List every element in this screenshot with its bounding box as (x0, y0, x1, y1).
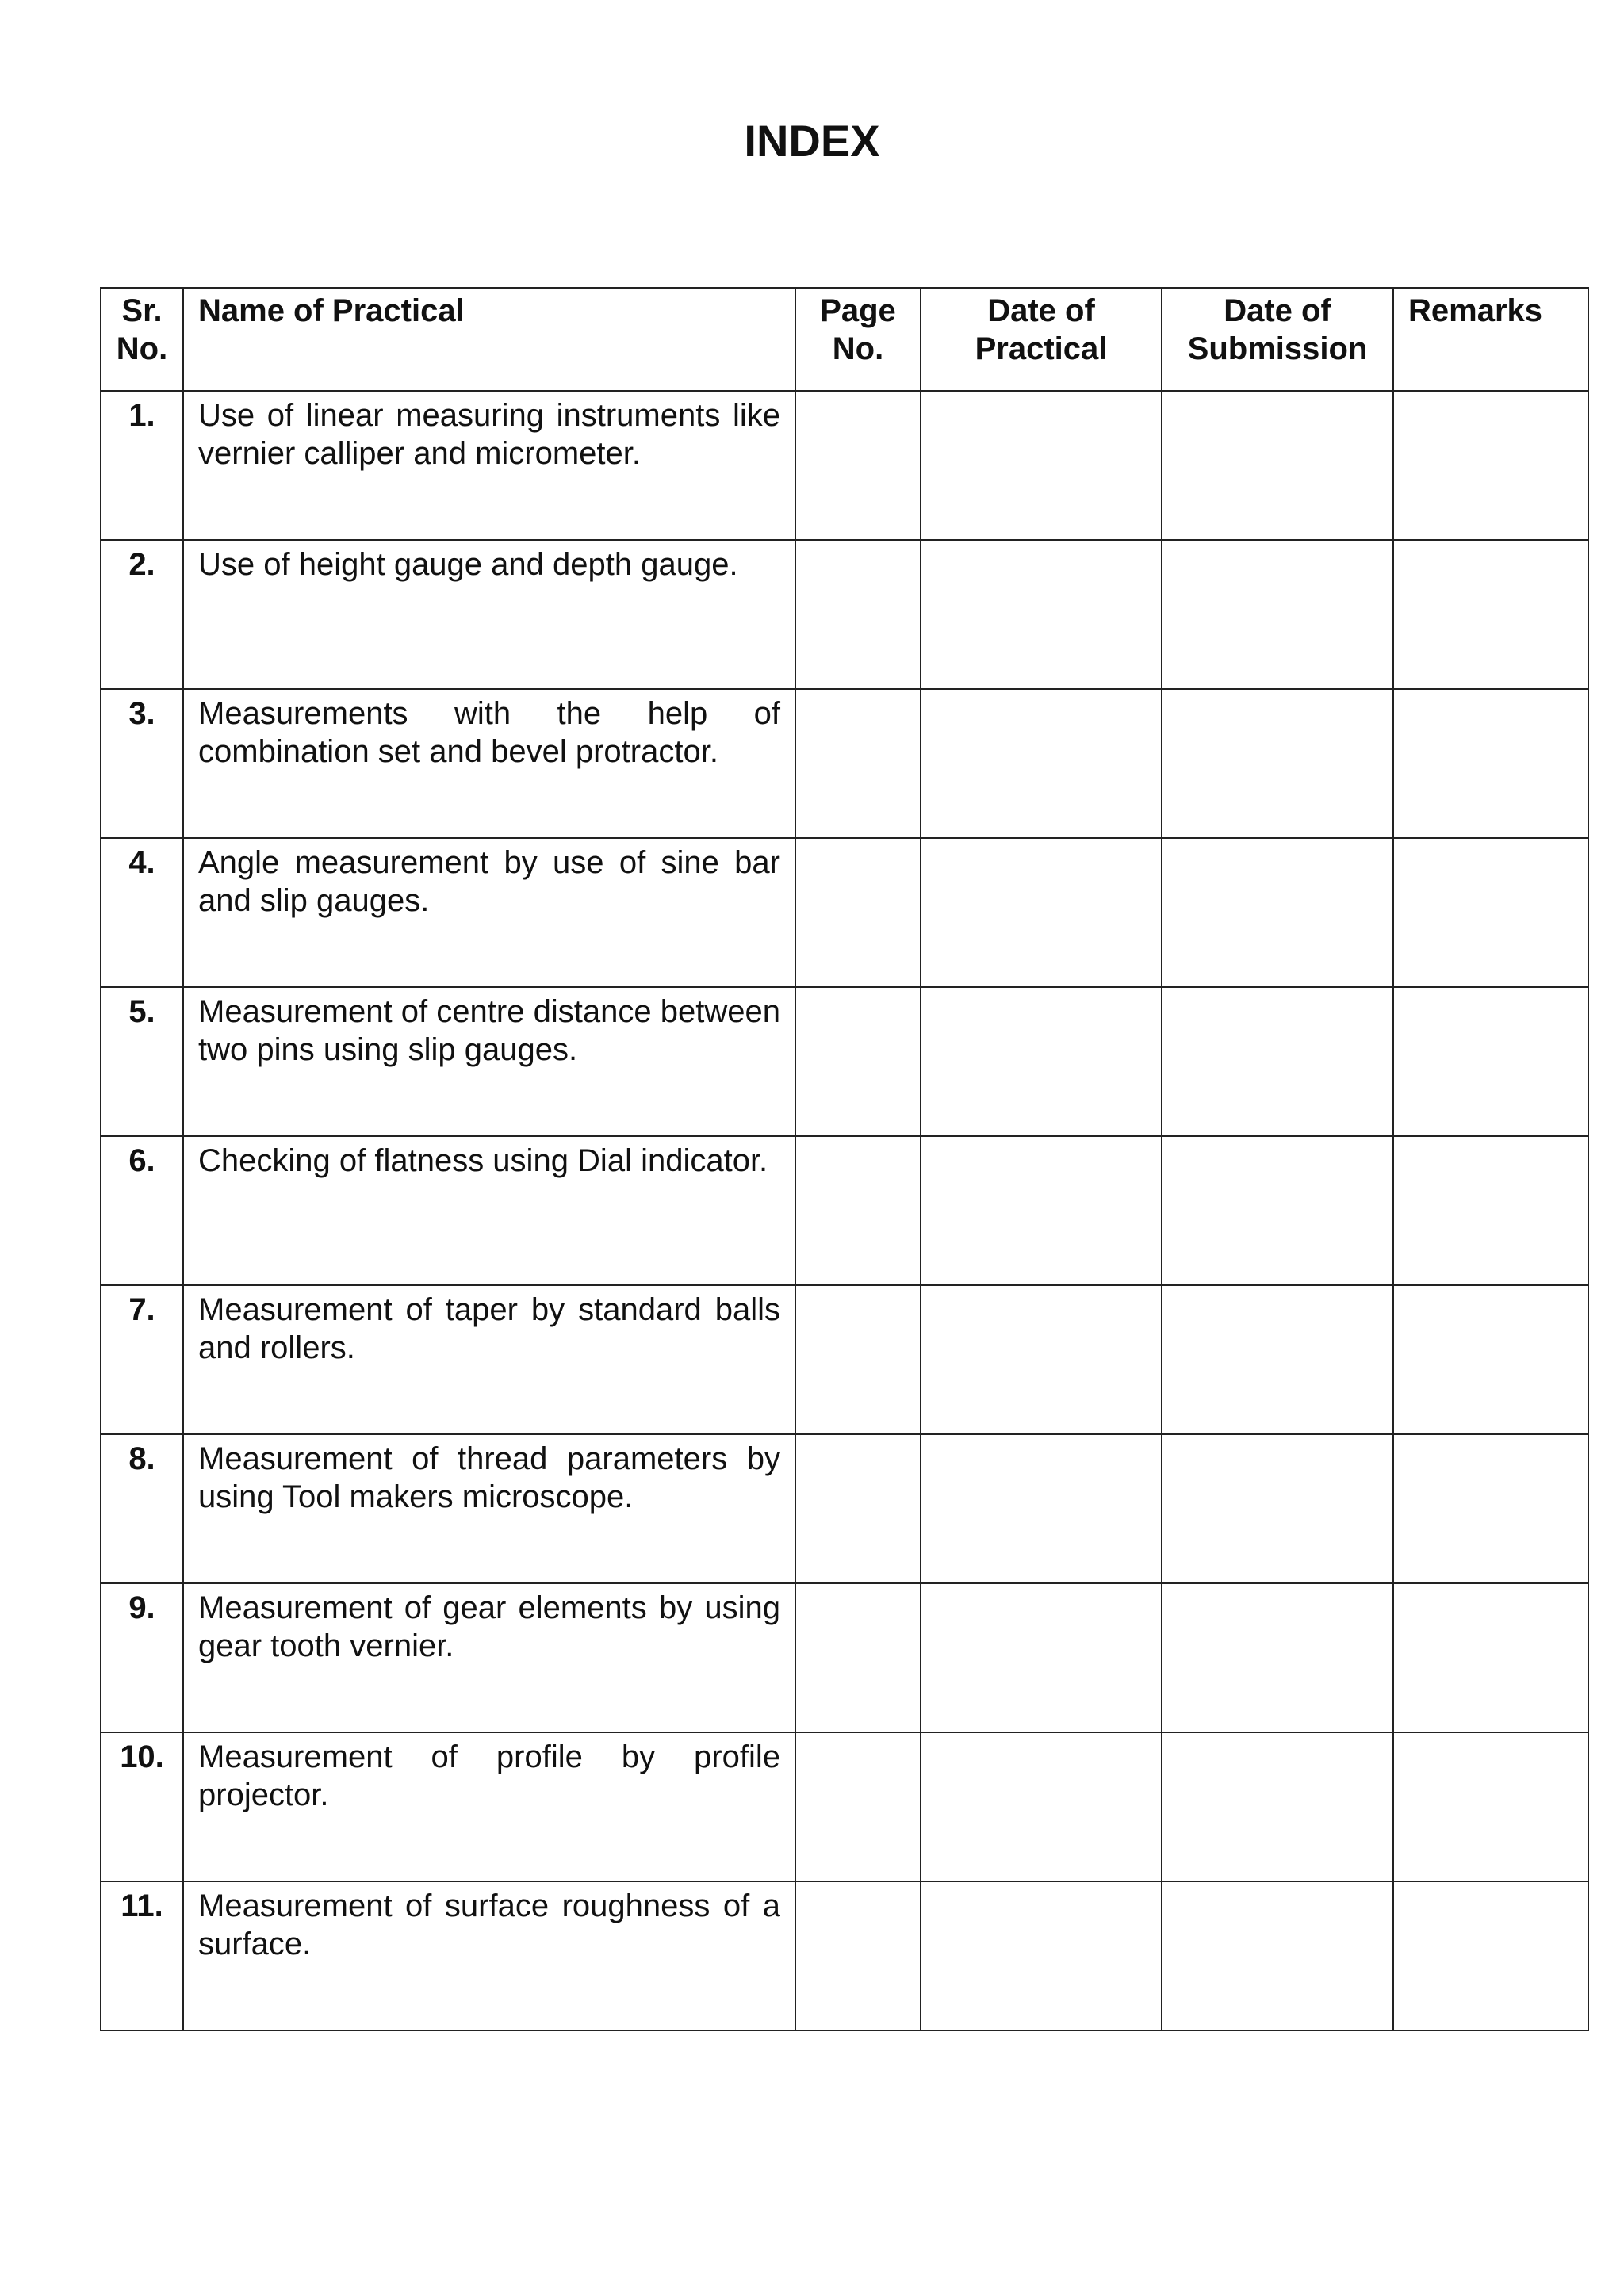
remarks-cell (1393, 689, 1588, 838)
header-name-line-1: Name of Practical (198, 293, 465, 328)
practical-name-cell: Measurement of taper by standard balls and rollers. (183, 1285, 795, 1434)
date-of-practical-cell (921, 689, 1162, 838)
page-no-cell (795, 1285, 921, 1434)
header-date-practical-line-2: Practical (975, 331, 1108, 366)
remarks-cell (1393, 1136, 1588, 1285)
date-of-practical-cell (921, 1434, 1162, 1583)
header-date-submission-line-1: Date of (1224, 293, 1331, 328)
header-sr-no (101, 288, 183, 391)
header-page-no (795, 288, 921, 391)
remarks-cell (1393, 1881, 1588, 2030)
page-no-cell (795, 987, 921, 1136)
sr-no-cell: 9. (101, 1583, 183, 1732)
practical-name-cell: Angle measurement by use of sine bar and slip gauges. (183, 838, 795, 987)
header-row (101, 288, 1588, 391)
sr-no-cell: 11. (101, 1881, 183, 2030)
sr-no-cell: 7. (101, 1285, 183, 1434)
index-table (100, 287, 1589, 2031)
page-no-cell (795, 689, 921, 838)
practical-name-cell: Measurement of profile by profile projector. (183, 1732, 795, 1881)
date-of-submission-cell (1162, 540, 1393, 689)
remarks-cell (1393, 540, 1588, 689)
practical-name-cell: Measurement of thread parameters by using Tool makers microscope. (183, 1434, 795, 1583)
page-no-cell (795, 1136, 921, 1285)
practical-name-cell: Checking of flatness using Dial indicator. (183, 1136, 795, 1285)
page-no-cell (795, 1732, 921, 1881)
table-row (101, 689, 1588, 838)
remarks-cell (1393, 391, 1588, 540)
date-of-submission-cell (1162, 1434, 1393, 1583)
practical-name-cell: Measurement of surface roughness of a surface. (183, 1881, 795, 2030)
remarks-cell (1393, 1434, 1588, 1583)
sr-no-cell: 4. (101, 838, 183, 987)
page-no-cell (795, 540, 921, 689)
table-header (101, 288, 1588, 391)
sr-no-cell: 8. (101, 1434, 183, 1583)
table-row (101, 1434, 1588, 1583)
sr-no-cell: 1. (101, 391, 183, 540)
header-date-practical-line-1: Date of (987, 293, 1095, 328)
date-of-practical-cell (921, 987, 1162, 1136)
date-of-submission-cell (1162, 987, 1393, 1136)
table-row (101, 391, 1588, 540)
page-title: INDEX (744, 116, 880, 166)
date-of-submission-cell (1162, 1732, 1393, 1881)
header-page-line-2: No. (832, 331, 884, 366)
page-no-cell (795, 1434, 921, 1583)
date-of-practical-cell (921, 1583, 1162, 1732)
remarks-cell (1393, 1583, 1588, 1732)
date-of-practical-cell (921, 1285, 1162, 1434)
date-of-practical-cell (921, 1732, 1162, 1881)
header-name-of-practical (183, 288, 795, 391)
header-sr-line-2: No. (116, 331, 168, 366)
sr-no-cell: 2. (101, 540, 183, 689)
date-of-submission-cell (1162, 1583, 1393, 1732)
remarks-cell (1393, 1732, 1588, 1881)
table-row (101, 1881, 1588, 2030)
date-of-submission-cell (1162, 1136, 1393, 1285)
date-of-practical-cell (921, 540, 1162, 689)
page-no-cell (795, 1881, 921, 2030)
practical-name-cell: Measurements with the help of combination set and bevel protractor. (183, 689, 795, 838)
table-row (101, 1136, 1588, 1285)
practical-name-cell: Measurement of gear elements by using gear tooth vernier. (183, 1583, 795, 1732)
date-of-practical-cell (921, 1881, 1162, 2030)
header-sr-line-1: Sr. (121, 293, 163, 328)
header-remarks-line-1: Remarks (1408, 293, 1543, 328)
table-row (101, 1583, 1588, 1732)
practical-name-cell: Measurement of centre distance between two pins using slip gauges. (183, 987, 795, 1136)
header-date-submission-line-2: Submission (1187, 331, 1368, 366)
date-of-practical-cell (921, 391, 1162, 540)
table-row (101, 1732, 1588, 1881)
remarks-cell (1393, 987, 1588, 1136)
table-row (101, 540, 1588, 689)
page-no-cell (795, 838, 921, 987)
table-body (101, 391, 1588, 2030)
sr-no-cell: 3. (101, 689, 183, 838)
date-of-submission-cell (1162, 1881, 1393, 2030)
remarks-cell (1393, 838, 1588, 987)
sr-no-cell: 10. (101, 1732, 183, 1881)
header-date-of-submission (1162, 288, 1393, 391)
date-of-submission-cell (1162, 838, 1393, 987)
date-of-practical-cell (921, 1136, 1162, 1285)
practical-name-cell: Use of height gauge and depth gauge. (183, 540, 795, 689)
remarks-cell (1393, 1285, 1588, 1434)
page-no-cell (795, 391, 921, 540)
header-date-of-practical (921, 288, 1162, 391)
date-of-practical-cell (921, 838, 1162, 987)
table-row (101, 1285, 1588, 1434)
sr-no-cell: 5. (101, 987, 183, 1136)
header-page-line-1: Page (820, 293, 896, 328)
table-row (101, 987, 1588, 1136)
table-row (101, 838, 1588, 987)
header-remarks (1393, 288, 1588, 391)
date-of-submission-cell (1162, 1285, 1393, 1434)
page-no-cell (795, 1583, 921, 1732)
date-of-submission-cell (1162, 391, 1393, 540)
practical-name-cell: Use of linear measuring instruments like vernier calliper and micrometer. (183, 391, 795, 540)
date-of-submission-cell (1162, 689, 1393, 838)
sr-no-cell: 6. (101, 1136, 183, 1285)
